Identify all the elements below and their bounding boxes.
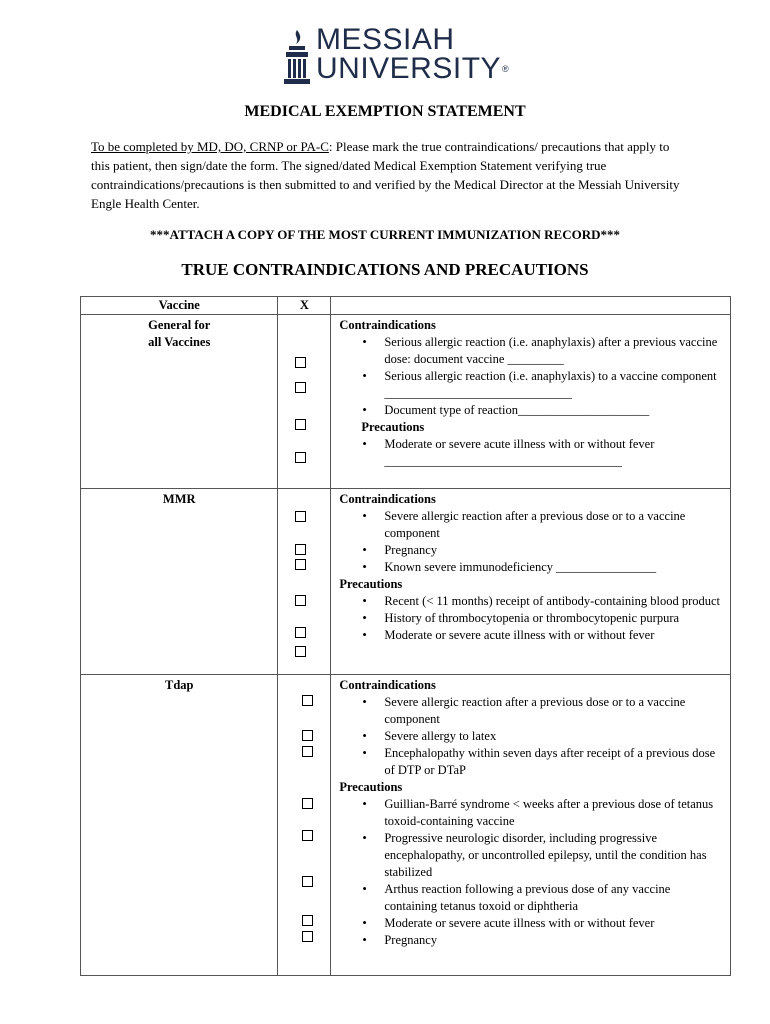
vaccine-tdap: Tdap <box>81 675 278 976</box>
vaccine-general <box>81 315 278 489</box>
mmr-prec-list <box>339 593 726 644</box>
list-item: • Serious allergic reaction (i.e. anaphylaxis) after a previous vaccine dose: document vaccine _________ <box>384 334 726 368</box>
content-mmr <box>331 489 731 675</box>
attach-note: ***ATTACH A COPY OF THE MOST CURRENT IMMUNIZATION RECORD*** <box>150 227 620 242</box>
list-item: • Pregnancy <box>384 542 726 559</box>
checkbox-mmr-4[interactable] <box>295 595 306 606</box>
checkbox-general-1[interactable] <box>295 357 306 368</box>
checkbox-tdap-8[interactable] <box>302 931 313 942</box>
messiah-university-logo <box>282 23 510 88</box>
contraindications-label: Contraindications <box>339 318 436 332</box>
mmr-contra-list <box>339 508 726 576</box>
table-row-general <box>81 315 731 489</box>
contraindications-table <box>80 296 731 976</box>
header-x: X <box>278 297 331 315</box>
precautions-label: Precautions <box>339 577 403 591</box>
intro-underlined: To be completed by MD, DO, CRNP or PA-C <box>91 139 329 154</box>
precautions-label: Precautions <box>339 780 403 794</box>
vaccine-mmr: MMR <box>81 489 278 675</box>
table-header-row <box>81 297 731 315</box>
tdap-prec-list <box>339 796 726 949</box>
intro-text: : Please mark the true contraindications/ precautions that apply to this patient, then sign/date the form. The signed/dated Medical Exemption Statement verifying true contraindications/precautions is then submitted to and verified by the Medical Director at the Messiah University Engle Health Center. <box>91 139 680 211</box>
general-contra-list <box>339 334 726 419</box>
list-item: • History of thrombocytopenia or thrombocytopenic purpura <box>384 610 726 627</box>
list-item: • Known severe immunodeficiency ________________ <box>384 559 726 576</box>
content-general <box>331 315 731 489</box>
list-item: • Document type of reaction_____________________ <box>384 402 726 419</box>
list-item: • Serious allergic reaction (i.e. anaphylaxis) to a vaccine component ______________________________ <box>384 368 726 402</box>
checkbox-tdap-3[interactable] <box>302 746 313 757</box>
list-item: • Arthus reaction following a previous dose of any vaccine containing tetanus toxoid or diphtheria <box>384 881 726 915</box>
tdap-contra-list <box>339 694 726 779</box>
list-item: • Recent (< 11 months) receipt of antibody-containing blood product <box>384 593 726 610</box>
checkbox-tdap-4[interactable] <box>302 798 313 809</box>
checkbox-mmr-6[interactable] <box>295 646 306 657</box>
list-item: • Moderate or severe acute illness with or without fever <box>384 436 726 453</box>
checkbox-mmr-3[interactable] <box>295 559 306 570</box>
header-blank <box>331 297 731 315</box>
content-tdap <box>331 675 731 976</box>
checkbox-general-4[interactable] <box>295 452 306 463</box>
list-item: • Guillian-Barré syndrome < weeks after a previous dose of tetanus toxoid-containing vaccine <box>384 796 726 830</box>
list-item: ______________________________________ <box>384 454 622 468</box>
table-row-tdap <box>81 675 731 976</box>
vaccine-general-line2: all Vaccines <box>148 335 211 349</box>
table-row-mmr <box>81 489 731 675</box>
list-item: • Severe allergic reaction after a previous dose or to a vaccine component <box>384 694 726 728</box>
checkbox-tdap-1[interactable] <box>302 695 313 706</box>
list-item: • Encephalopathy within seven days after receipt of a previous dose of DTP or DTaP <box>384 745 726 779</box>
list-item: • Moderate or severe acute illness with or without fever <box>384 627 726 644</box>
checkbox-mmr-5[interactable] <box>295 627 306 638</box>
checkbox-tdap-5[interactable] <box>302 830 313 841</box>
tower-icon <box>282 28 312 86</box>
checkbox-tdap-6[interactable] <box>302 876 313 887</box>
section-title: TRUE CONTRAINDICATIONS AND PRECAUTIONS <box>181 260 589 279</box>
precautions-label: Precautions <box>361 420 425 434</box>
vaccine-general-line1: General for <box>148 318 211 332</box>
logo-line-1: MESSIAH <box>316 23 455 56</box>
checkbox-cell-mmr <box>278 489 331 675</box>
checkbox-cell-tdap <box>278 675 331 976</box>
list-item: • Severe allergic reaction after a previous dose or to a vaccine component <box>384 508 726 542</box>
list-item: • Severe allergy to latex <box>384 728 726 745</box>
header-vaccine: Vaccine <box>81 297 278 315</box>
checkbox-general-3[interactable] <box>295 419 306 430</box>
list-item: • Moderate or severe acute illness with or without fever <box>384 915 726 932</box>
general-prec-list <box>339 436 726 470</box>
contraindications-label: Contraindications <box>339 492 436 506</box>
list-item: • Progressive neurologic disorder, including progressive encephalopathy, or uncontrolled epilepsy, until the condition has stabilized <box>384 830 726 881</box>
logo-line-2: UNIVERSITY® <box>316 52 510 85</box>
checkbox-mmr-1[interactable] <box>295 511 306 522</box>
checkbox-general-2[interactable] <box>295 382 306 393</box>
intro-paragraph <box>91 137 691 213</box>
list-item: • Pregnancy <box>384 932 726 949</box>
checkbox-tdap-7[interactable] <box>302 915 313 926</box>
checkbox-tdap-2[interactable] <box>302 730 313 741</box>
contraindications-label: Contraindications <box>339 678 436 692</box>
page-title: MEDICAL EXEMPTION STATEMENT <box>244 103 526 120</box>
checkbox-mmr-2[interactable] <box>295 544 306 555</box>
checkbox-cell-general <box>278 315 331 489</box>
